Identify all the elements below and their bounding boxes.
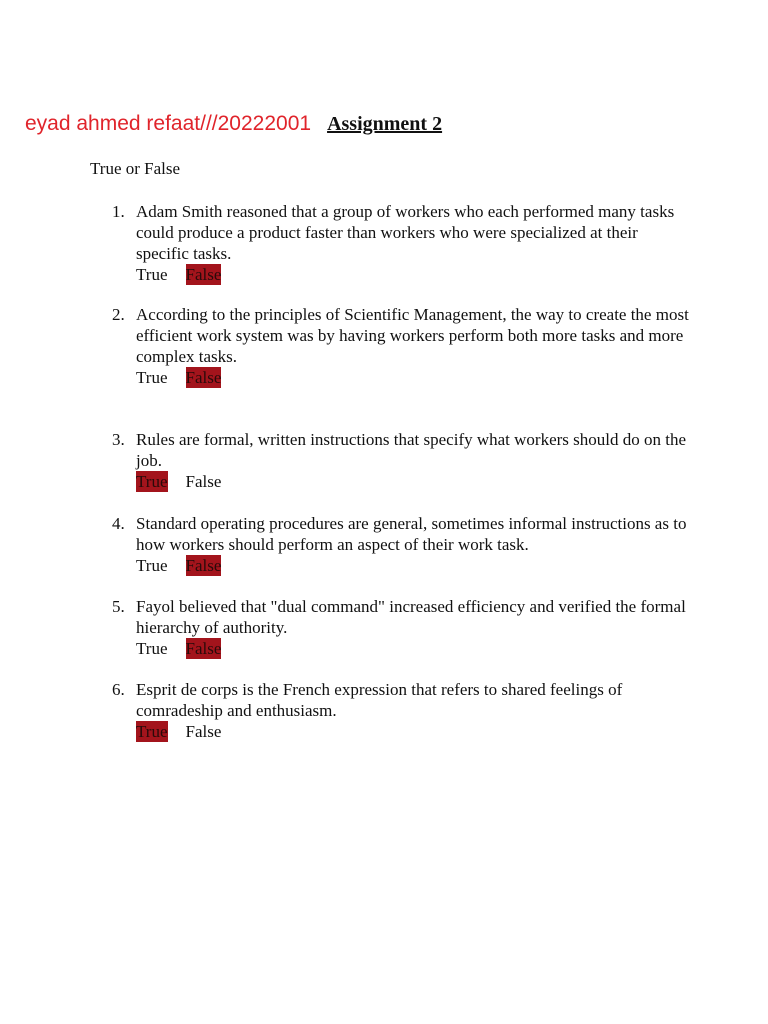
question-text: Esprit de corps is the French expression that refers to shared feelings of comradeship and enthusiasm.: [136, 680, 623, 720]
option-false[interactable]: False: [185, 556, 222, 575]
option-false[interactable]: False: [185, 368, 222, 387]
answer-options: [136, 367, 692, 388]
option-true[interactable]: True: [136, 265, 168, 284]
option-true[interactable]: True: [136, 722, 168, 741]
option-false[interactable]: False: [185, 639, 222, 658]
question-4: [112, 513, 692, 576]
option-true[interactable]: True: [136, 472, 168, 491]
answer-options: [136, 638, 692, 659]
question-text: According to the principles of Scientific Management, the way to create the most efficient work system was by having workers perform both more tasks and more complex tasks.: [136, 305, 689, 366]
question-number: 5.: [112, 597, 125, 616]
question-number: 4.: [112, 514, 125, 533]
question-text: Fayol believed that "dual command" increased efficiency and verified the formal hierarchy of authority.: [136, 597, 686, 637]
answer-options: [136, 264, 692, 285]
question-5: [112, 596, 692, 659]
question-text: Adam Smith reasoned that a group of workers who each performed many tasks could produce a product faster than workers who were specialized at their specific tasks.: [136, 202, 675, 263]
answer-options: [136, 721, 692, 742]
question-number: 6.: [112, 680, 125, 699]
question-3: [112, 429, 692, 492]
option-false[interactable]: False: [185, 722, 222, 741]
answer-options: [136, 471, 692, 492]
option-true[interactable]: True: [136, 556, 168, 575]
question-1: [112, 201, 692, 285]
section-heading: True or False: [90, 159, 181, 178]
option-false[interactable]: False: [185, 265, 222, 284]
question-2: [112, 304, 692, 388]
document-header: [25, 112, 442, 136]
question-number: 1.: [112, 202, 125, 221]
question-6: [112, 679, 692, 742]
question-text: Standard operating procedures are general, sometimes informal instructions as to how workers should perform an aspect of their work task.: [136, 514, 687, 554]
assignment-title: Assignment 2: [327, 113, 443, 135]
question-text: Rules are formal, written instructions that specify what workers should do on the job.: [136, 430, 687, 470]
answer-options: [136, 555, 692, 576]
author-name: eyad ahmed refaat///20222001: [25, 112, 312, 135]
option-false[interactable]: False: [185, 472, 222, 491]
question-number: 2.: [112, 305, 125, 324]
option-true[interactable]: True: [136, 639, 168, 658]
option-true[interactable]: True: [136, 368, 168, 387]
question-number: 3.: [112, 430, 125, 449]
